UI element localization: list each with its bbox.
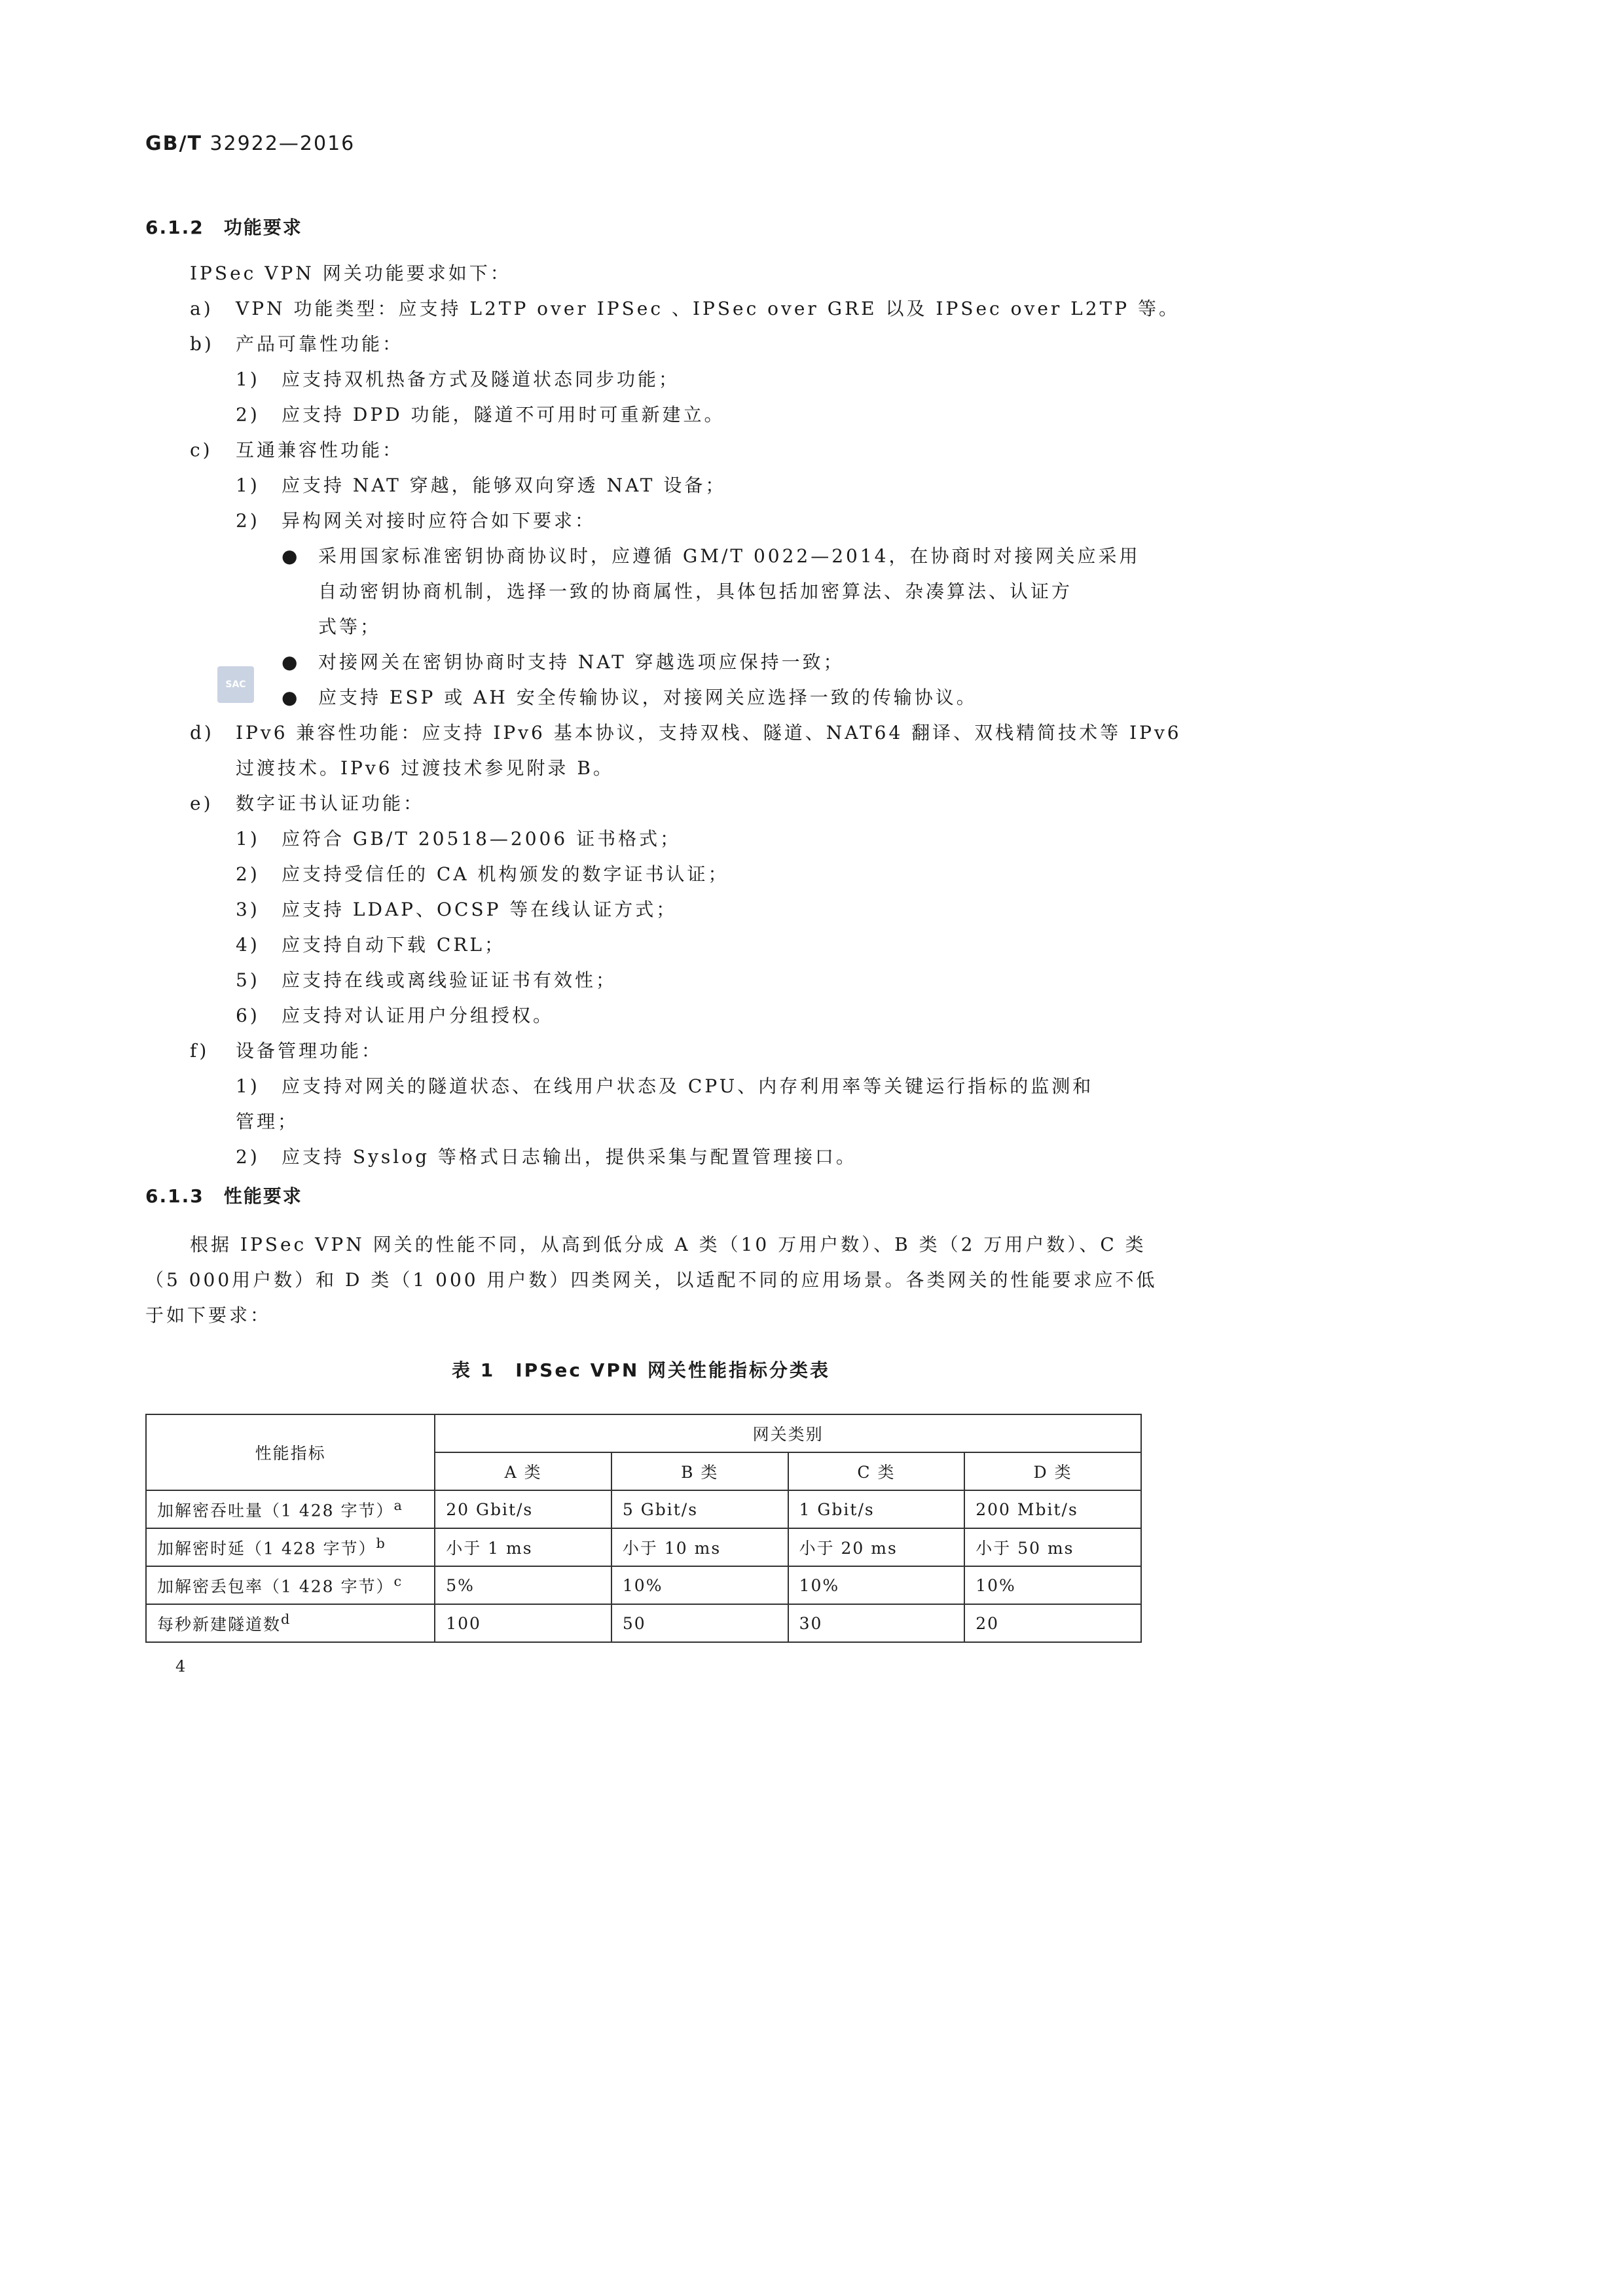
paragraph-performance-line-3: 于如下要求：: [145, 1304, 272, 1326]
header-class-a: A 类: [435, 1452, 611, 1490]
list-item-e6: [236, 1001, 554, 1028]
value-cell: 10%: [964, 1566, 1141, 1604]
table-row: [146, 1490, 1141, 1528]
metric-cell: [146, 1566, 435, 1604]
table-header-row: [146, 1414, 1141, 1452]
section-heading-6-1-2: 6.1.2 功能要求: [145, 217, 302, 238]
list-label: 2): [236, 1146, 260, 1168]
list-text: 应符合 GB/T 20518—2006 证书格式；: [282, 828, 682, 850]
watermark-stamp-icon: SAC: [217, 666, 254, 703]
list-item-a: [190, 295, 1180, 321]
list-item-e2: [236, 860, 729, 886]
list-text: 设备管理功能：: [236, 1040, 383, 1062]
value-cell: 100: [435, 1604, 611, 1642]
list-text: 应支持在线或离线验证证书有效性；: [282, 969, 617, 991]
list-label: e): [190, 793, 213, 814]
footnote-mark: c: [393, 1573, 403, 1589]
list-item-c1: [236, 471, 726, 497]
list-label: 2): [236, 404, 260, 425]
metric-name: 加解密丢包率（1 428 字节）: [157, 1577, 394, 1596]
list-label: 4): [236, 934, 260, 956]
list-text: 应支持 DPD 功能，隧道不可用时可重新建立。: [282, 404, 725, 425]
list-item-f2: [236, 1143, 857, 1169]
metric-cell: [146, 1604, 435, 1642]
bullet-item-1-line-3: 式等；: [318, 616, 382, 637]
list-text: 应支持自动下载 CRL；: [282, 934, 506, 956]
list-text: IPv6 兼容性功能：应支持 IPv6 基本协议，支持双栈、隧道、NAT64 翻译、双栈精简技术等 IPv6: [236, 722, 1182, 744]
list-item-f1-line-2: 管理；: [236, 1111, 299, 1132]
metric-name: 加解密时延（1 428 字节）: [157, 1539, 376, 1558]
list-item-e4: [236, 931, 505, 957]
value-cell: 1 Gbit/s: [788, 1490, 965, 1528]
list-text: 应支持 NAT 穿越，能够双向穿透 NAT 设备；: [282, 475, 727, 496]
metric-cell: [146, 1528, 435, 1566]
metric-name: 加解密吞吐量（1 428 字节）: [157, 1501, 394, 1520]
value-cell: 5 Gbit/s: [611, 1490, 788, 1528]
list-label: 2): [236, 863, 260, 885]
paragraph-intro: IPSec VPN 网关功能要求如下：: [190, 262, 511, 284]
list-text: 应支持双机热备方式及隧道状态同步功能；: [282, 368, 680, 390]
bullet-icon: ●: [282, 687, 301, 708]
header-class-b: B 类: [611, 1452, 788, 1490]
metric-cell: [146, 1490, 435, 1528]
bullet-item-2: [282, 648, 845, 674]
list-label: 1): [236, 368, 260, 390]
list-text: 应支持受信任的 CA 机构颁发的数字证书认证；: [282, 863, 729, 885]
bullet-text: 应支持 ESP 或 AH 安全传输协议，对接网关应选择一致的传输协议。: [318, 687, 977, 708]
list-label: 1): [236, 828, 260, 850]
list-text: 应支持 Syslog 等格式日志输出，提供采集与配置管理接口。: [282, 1146, 857, 1168]
list-item-f1: [236, 1072, 1093, 1098]
footnote-mark: d: [281, 1611, 291, 1627]
page-number: 4: [175, 1657, 186, 1676]
bullet-text: 采用国家标准密钥协商协议时，应遵循 GM/T 0022—2014，在协商时对接网关应采用: [318, 545, 1140, 567]
value-cell: 20 Gbit/s: [435, 1490, 611, 1528]
list-text: 应支持对网关的隧道状态、在线用户状态及 CPU、内存利用率等关键运行指标的监测和: [282, 1075, 1094, 1097]
bullet-item-1-line-2: 自动密钥协商机制，选择一致的协商属性，具体包括加密算法、杂凑算法、认证方: [318, 581, 1073, 602]
list-label: a): [190, 298, 213, 319]
section-heading-6-1-3: 6.1.3 性能要求: [145, 1185, 302, 1207]
list-text: 异构网关对接时应符合如下要求：: [282, 510, 596, 531]
header-metric: 性能指标: [146, 1414, 435, 1490]
header-gateway-class: 网关类别: [435, 1414, 1141, 1452]
list-item-d: [190, 719, 1182, 745]
metric-name: 每秒新建隧道数: [157, 1615, 282, 1634]
table-row: [146, 1604, 1141, 1642]
document-code: [145, 132, 355, 155]
list-label: 1): [236, 475, 260, 496]
list-label: 6): [236, 1005, 260, 1026]
bullet-item-3: [282, 683, 977, 709]
value-cell: 小于 1 ms: [435, 1528, 611, 1566]
list-item-b1: [236, 365, 680, 391]
list-item-c2: [236, 507, 596, 533]
bullet-icon: ●: [282, 651, 301, 673]
list-label: f): [190, 1040, 210, 1062]
list-item-f: [190, 1037, 382, 1063]
list-text: 产品可靠性功能：: [236, 333, 404, 355]
footnote-mark: a: [393, 1497, 403, 1513]
value-cell: 10%: [611, 1566, 788, 1604]
list-label: 2): [236, 510, 260, 531]
value-cell: 5%: [435, 1566, 611, 1604]
doc-code-number: 32922—2016: [210, 132, 356, 155]
header-class-c: C 类: [788, 1452, 965, 1490]
list-item-e3: [236, 895, 677, 922]
list-item-b: [190, 330, 403, 356]
value-cell: 30: [788, 1604, 965, 1642]
list-text: 应支持对认证用户分组授权。: [282, 1005, 555, 1026]
bullet-item-1: [282, 542, 1140, 568]
performance-table: [145, 1414, 1142, 1643]
list-text: 互通兼容性功能：: [236, 439, 404, 461]
list-item-e5: [236, 966, 617, 992]
list-item-e: [190, 789, 424, 816]
value-cell: 50: [611, 1604, 788, 1642]
list-text: VPN 功能类型：应支持 L2TP over IPSec 、IPSec over GRE 以及 IPSec over L2TP 等。: [236, 298, 1180, 319]
paragraph-performance-line-2: （5 000用户数）和 D 类（1 000 用户数）四类网关，以适配不同的应用场景。各类网关的性能要求应不低: [145, 1269, 1158, 1291]
value-cell: 10%: [788, 1566, 965, 1604]
list-label: 5): [236, 969, 260, 991]
list-item-d-line-2: 过渡技术。IPv6 过渡技术参见附录 B。: [236, 757, 614, 779]
list-label: 1): [236, 1075, 260, 1097]
value-cell: 小于 20 ms: [788, 1528, 965, 1566]
bullet-icon: ●: [282, 545, 301, 567]
value-cell: 小于 50 ms: [964, 1528, 1141, 1566]
value-cell: 小于 10 ms: [611, 1528, 788, 1566]
list-label: d): [190, 722, 214, 744]
list-label: b): [190, 333, 214, 355]
list-item-c: [190, 436, 403, 462]
list-text: 应支持 LDAP、OCSP 等在线认证方式；: [282, 899, 678, 920]
paragraph-performance-line-1: 根据 IPSec VPN 网关的性能不同，从高到低分成 A 类（10 万用户数）、B 类（2 万用户数）、C 类: [190, 1234, 1146, 1255]
list-item-b2: [236, 401, 725, 427]
table-row: [146, 1528, 1141, 1566]
table-caption: 表 1 IPSec VPN 网关性能指标分类表: [452, 1359, 831, 1381]
footnote-mark: b: [376, 1535, 386, 1551]
value-cell: 20: [964, 1604, 1141, 1642]
table-row: [146, 1566, 1141, 1604]
header-class-d: D 类: [964, 1452, 1141, 1490]
bullet-text: 对接网关在密钥协商时支持 NAT 穿越选项应保持一致；: [318, 651, 845, 673]
list-label: 3): [236, 899, 260, 920]
list-label: c): [190, 439, 213, 461]
doc-code-prefix: GB/T: [145, 132, 202, 155]
list-item-e1: [236, 825, 681, 851]
value-cell: 200 Mbit/s: [964, 1490, 1141, 1528]
list-text: 数字证书认证功能：: [236, 793, 425, 814]
